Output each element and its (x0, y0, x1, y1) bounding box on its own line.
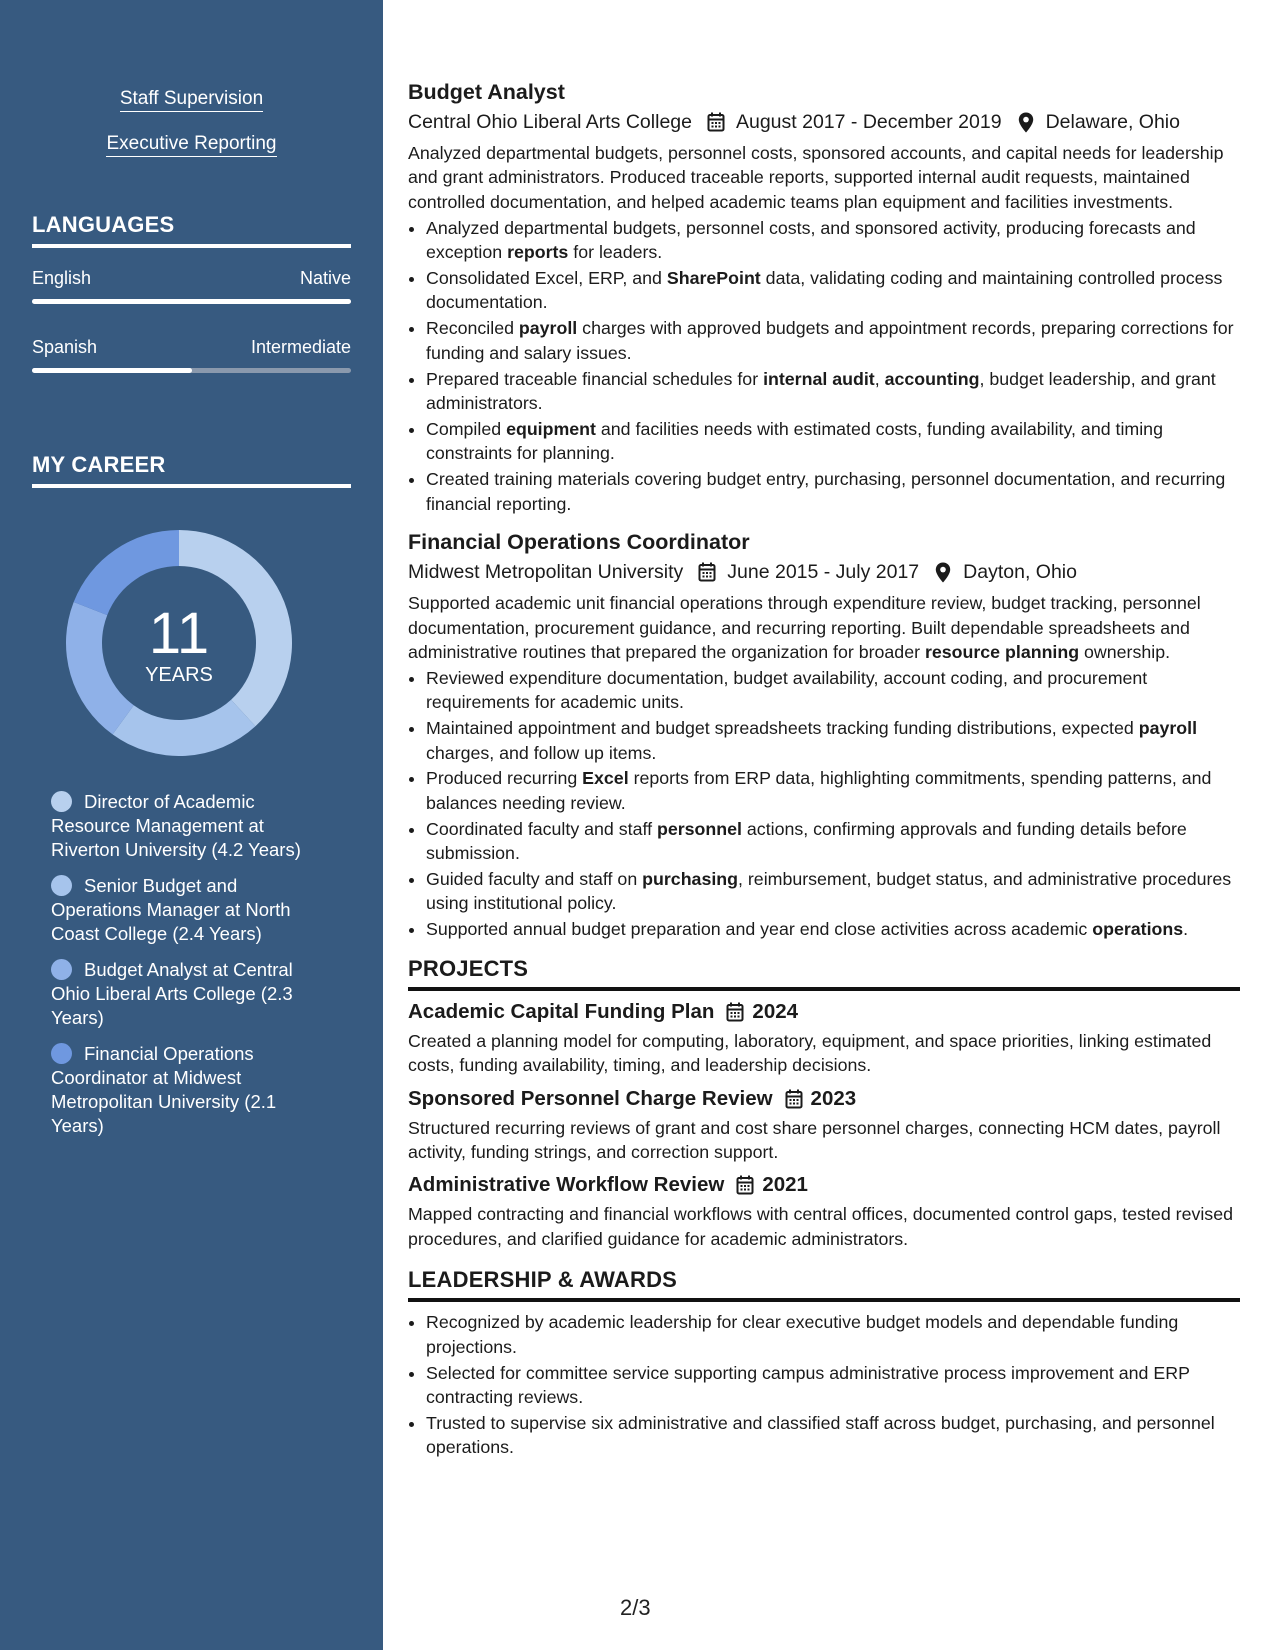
job-bullets (426, 216, 1240, 516)
page-number: 2/3 (620, 1595, 651, 1620)
languages-heading: LANGUAGES (32, 212, 351, 248)
job-bullet: • Reviewed expenditure documentation, budget availability, account coding, and procurement requirements for academic units. (426, 666, 1240, 715)
project-title-row (408, 1085, 1240, 1113)
project-entry (408, 1171, 1240, 1251)
job-company: Midwest Metropolitan University (408, 561, 684, 584)
job-meta (408, 559, 1240, 585)
map-pin-icon (1016, 111, 1036, 133)
project-description: Created a planning model for computing, laboratory, equipment, and space priorities, linking estimated costs, funding availability, timing, and leadership decisions. (408, 1030, 1212, 1076)
career-donut-chart (66, 530, 292, 756)
job-company: Central Ohio Liberal Arts College (408, 111, 692, 133)
language-proficiency-bar (32, 299, 351, 304)
career-dot-icon (51, 875, 72, 896)
job-title: Financial Operations Coordinator (408, 530, 750, 555)
language-level: Native (299, 268, 351, 288)
career-item: Budget Analyst at Central Ohio Liberal Arts College (2.3 Years) (51, 959, 293, 1028)
job-bullet: • Guided faculty and staff on purchasing, reimbursement, budget status, and administrative procedures using institutional policy. (426, 867, 1240, 916)
skill-item: Executive Reporting (0, 133, 383, 155)
map-pin-icon (933, 561, 953, 583)
job-bullet: • Compiled equipment and facilities needs with estimated costs, funding availability, and timing constraints for planning. (426, 417, 1240, 466)
job-bullet: • Reconciled payroll charges with approved budgets and appointment records, preparing corrections for funding and salary issues. (426, 316, 1240, 365)
project-year: 2024 (752, 999, 799, 1023)
calendar-icon (706, 111, 726, 133)
skill-item: Staff Supervision (0, 88, 383, 110)
calendar-icon (736, 1175, 754, 1195)
career-dot-icon (51, 791, 72, 812)
job-bullet: • Analyzed departmental budgets, personnel costs, and sponsored activity, producing forecasts and exception reports for leaders. (426, 216, 1240, 265)
calendar-icon (726, 1002, 744, 1022)
project-title-row (408, 1171, 1240, 1199)
project-description: Structured recurring reviews of grant and cost share personnel charges, connecting HCM dates, payroll activity, funding strings, and correction support. (408, 1117, 1221, 1162)
career-list (51, 790, 321, 1150)
project-description: Mapped contracting and financial workflows with central offices, documented control gaps, tested revised procedures, and clarified guidance for academic administrators. (408, 1204, 1233, 1249)
main-content (408, 78, 1240, 1460)
career-total-number: 11 (148, 601, 210, 666)
language-name: Spanish (32, 337, 98, 357)
job-bullet: • Maintained appointment and budget spreadsheets tracking funding distributions, expected payroll charges, and follow up items. (426, 716, 1240, 765)
career-dot-icon (51, 1043, 72, 1064)
project-year: 2021 (762, 1173, 808, 1197)
project-entry (408, 1085, 1240, 1165)
career-donut-segment (113, 700, 256, 756)
job-bullet: • Created training materials covering budget entry, purchasing, personnel documentation, and recurring financial reporting. (426, 467, 1240, 516)
job-bullet: • Consolidated Excel, ERP, and SharePoint data, validating coding and maintaining controlled process documentation. (426, 266, 1240, 315)
job-entry (408, 78, 1240, 516)
job-title: Budget Analyst (408, 80, 565, 104)
language-name: English (32, 268, 92, 288)
project-title-row (408, 998, 1240, 1026)
job-bullet: • Supported annual budget preparation and year end close activities across academic operations. (426, 917, 1240, 941)
language-proficiency-fill (32, 299, 351, 304)
awards-list (426, 1310, 1240, 1459)
award-item: • Trusted to supervise six administrative and classified staff across budget, purchasing, and personnel operations. (426, 1411, 1240, 1460)
career-dot-icon (51, 959, 72, 980)
job-dates: August 2017 - December 2019 (735, 111, 1002, 133)
language-row (32, 337, 351, 358)
award-item: • Recognized by academic leadership for clear executive budget models and dependable funding projections. (426, 1310, 1240, 1359)
job-summary: Supported academic unit financial operations through expenditure review, budget tracking, personnel documentation, procurement guidance, and recurring reporting. Built dependable spreadsheets and administrative routines that prepared the organization for broader resource planning ownership. (408, 593, 1201, 662)
career-item: Financial Operations Coordinator at Midwest Metropolitan University (2.1 Years) (51, 1043, 277, 1136)
project-year: 2023 (810, 1086, 857, 1110)
project-title: Academic Capital Funding Plan (408, 999, 715, 1023)
career-item: Senior Budget and Operations Manager at North Coast College (2.4 Years) (51, 875, 291, 944)
job-bullet: • Coordinated faculty and staff personnel actions, confirming approvals and funding details before submission. (426, 817, 1240, 866)
project-entry (408, 998, 1240, 1078)
job-bullet: • Prepared traceable financial schedules for internal audit, accounting, budget leadership, and grant administrators. (426, 367, 1240, 416)
calendar-icon (785, 1089, 803, 1109)
career-heading: MY CAREER (32, 452, 351, 488)
language-proficiency-bar (32, 368, 351, 373)
job-location: Dayton, Ohio (963, 561, 1077, 584)
projects-heading: PROJECTS (408, 956, 1240, 991)
job-summary: Analyzed departmental budgets, personnel costs, sponsored accounts, and capital needs for leadership and grant administrators. Produced traceable reports, supported internal audit requests, maintained controlled documentation, and helped academic teams plan equipment and facilities investments. (408, 143, 1224, 212)
language-row (32, 268, 351, 289)
job-bullets (426, 666, 1240, 942)
job-meta (408, 109, 1240, 135)
project-title: Sponsored Personnel Charge Review (408, 1086, 773, 1110)
project-title: Administrative Workflow Review (408, 1173, 725, 1197)
awards-heading: LEADERSHIP & AWARDS (408, 1267, 1240, 1302)
career-total-unit: YEARS (145, 664, 213, 686)
job-location: Delaware, Ohio (1045, 111, 1180, 133)
calendar-icon (697, 561, 717, 583)
job-entry (408, 528, 1240, 942)
language-level: Intermediate (250, 337, 351, 357)
language-proficiency-fill (32, 368, 192, 373)
job-bullet: • Produced recurring Excel reports from ERP data, highlighting commitments, spending patterns, and balances needing review. (426, 766, 1240, 815)
award-item: • Selected for committee service supporting campus administrative process improvement and ERP contracting reviews. (426, 1361, 1240, 1410)
career-item: Director of Academic Resource Management at Riverton University (4.2 Years) (51, 791, 301, 860)
career-donut-segment (66, 602, 134, 734)
sidebar (0, 0, 383, 1650)
job-dates: June 2015 - July 2017 (727, 561, 920, 584)
